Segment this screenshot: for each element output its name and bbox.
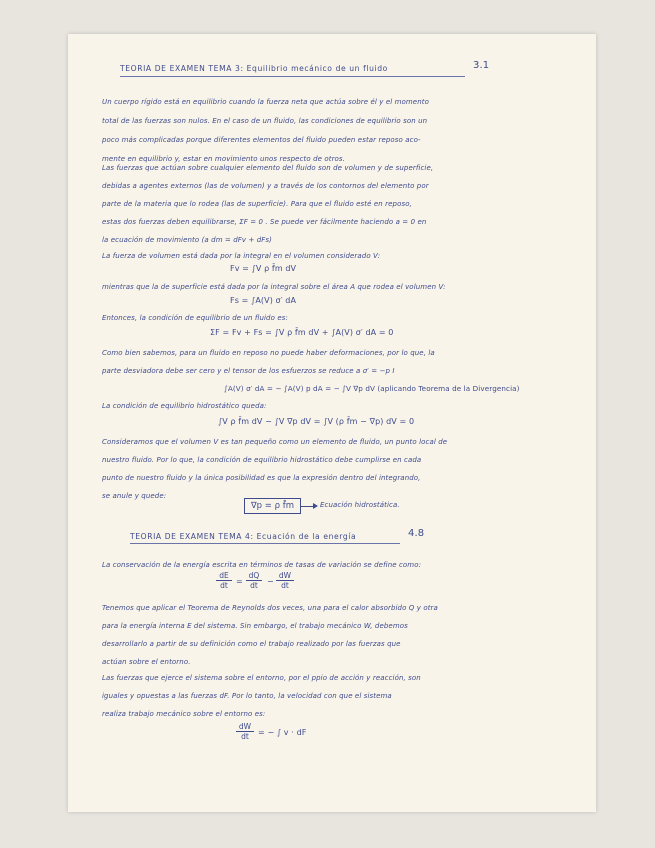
box-arrow	[300, 506, 314, 507]
energy-minus: −	[267, 577, 274, 586]
hydrostatic-equation-label: Ecuación hidrostática.	[320, 501, 400, 509]
frac-dE: dE	[216, 571, 232, 581]
s1-line-2: poco más complicadas porque diferentes elementos del fluido pueden estar reposo aco-	[102, 136, 421, 144]
frac-dW: dW	[276, 571, 294, 581]
s1-lines3-0: Consideramos que el volumen V es tan pequeño como un elemento de fluido, un punto local de	[102, 438, 448, 446]
s1-line-0: Un cuerpo rígido está en equilibrio cuando la fuerza neta que actúa sobre él y el momento	[102, 98, 429, 106]
section2-title: TEORIA DE EXAMEN TEMA 4: Ecuación de la energía	[130, 532, 357, 541]
s1-line-9: La fuerza de volumen está dada por la integral en el volumen considerado V:	[102, 252, 381, 260]
frac-dW-dt-work	[236, 722, 254, 741]
frac-dE-dt	[216, 571, 232, 590]
s1-line-3: mente en equilibrio y, estar en movimiento unos respecto de otros.	[102, 155, 346, 163]
s1-lines2-1: parte desviadora debe ser cero y el tensor de los esfuerzos se reduce a σ′ = −p I	[102, 367, 395, 375]
frac-dt-3: dt	[281, 581, 289, 590]
work-frac-dW: dW	[236, 722, 254, 732]
work-equation-rhs: = − ∫ v · dF	[258, 728, 307, 737]
s2-line-intro: La conservación de la energía escrita en términos de tasas de variación se define como:	[102, 561, 422, 569]
s1-line-fs-intro: mientras que la de superficie está dada por la integral sobre el área A que rodea el volumen V:	[102, 283, 446, 291]
notebook-page	[68, 34, 596, 812]
s2-line-0: Tenemos que aplicar el Teorema de Reynolds dos veces, una para el calor absorbido Q y otra	[102, 604, 438, 612]
s1-line-8: la ecuación de movimiento (a dm = dFv + dFs)	[102, 236, 273, 244]
section1-number: 3.1	[473, 60, 490, 71]
s2-line-5: iguales y opuestas a las fuerzas dF. Por lo tanto, la velocidad con que el sistema	[102, 692, 392, 700]
s1-line-cond: La condición de equilibrio hidrostático queda:	[102, 402, 267, 410]
section1-title-underline	[120, 76, 465, 77]
s1-line-4: Las fuerzas que actúan sobre cualquier elemento del fluido son de volumen y de superficie,	[102, 164, 434, 172]
box-arrowhead	[313, 503, 318, 509]
frac-dt-2: dt	[250, 581, 258, 590]
frac-dQ-dt	[246, 571, 262, 590]
equation-hidrostatic: ∫V ρ f̄m dV − ∫V ∇p dV = ∫V (ρ f̄m − ∇p) dV = 0	[218, 417, 415, 426]
s1-lines2-0: Como bien sabemos, para un fluido en reposo no puede haber deformaciones, por lo que, la	[102, 349, 435, 357]
s2-line-2: desarrollarlo a partir de su definición como el trabajo realizado por las fuerzas que	[102, 640, 401, 648]
s2-line-4: Las fuerzas que ejerce el sistema sobre el entorno, por el ppio de acción y reacción, son	[102, 674, 421, 682]
s1-lines3-3: se anule y quede:	[102, 492, 167, 500]
equation-fv: Fv = ∫V ρ f̄m dV	[230, 264, 297, 273]
hydrostatic-equation-box: ∇p = ρ f̄m	[244, 498, 301, 514]
s2-line-6: realiza trabajo mecánico sobre el entorno es:	[102, 710, 266, 718]
section2-number: 4.8	[408, 528, 425, 539]
s1-line-7: estas dos fuerzas deben equilibrarse, ΣF = 0 . Se puede ver fácilmente haciendo a = 0 en	[102, 218, 427, 226]
section2-title-underline	[130, 543, 400, 544]
energy-equals: =	[236, 577, 243, 586]
frac-dQ: dQ	[246, 571, 262, 581]
s1-line-5: debidas a agentes externos (las de volumen) y a través de los contornos del elemento por	[102, 182, 429, 190]
equation-fs: Fs = ∫A(V) σ′ dA	[230, 296, 297, 305]
frac-dW-dt	[276, 571, 294, 590]
s2-line-1: para la energía interna E del sistema. Sin embargo, el trabajo mecánico W, debemos	[102, 622, 408, 630]
s1-line-entonces: Entonces, la condición de equilibrio de un fluido es:	[102, 314, 288, 322]
work-frac-dt: dt	[241, 732, 249, 741]
s1-lines3-2: punto de nuestro fluido y la única posibilidad es que la expresión dentro del integrando,	[102, 474, 421, 482]
s1-lines3-1: nuestro fluido. Por lo que, la condición de equilibrio hidrostático debe cumplirse en cada	[102, 456, 422, 464]
equation-sum: ΣF = Fv + Fs = ∫V ρ f̄m dV + ∫A(V) σ′ dA = 0	[210, 328, 394, 337]
s1-line-6: parte de la materia que lo rodea (las de superficie). Para que el fluido esté en reposo,	[102, 200, 412, 208]
s2-line-3: actúan sobre el entorno.	[102, 658, 191, 666]
equation-divergence: ∫A(V) σ′ dA = − ∫A(V) p dA = − ∫V ∇p dV (aplicando Teorema de la Divergencia)	[224, 384, 520, 393]
frac-dt-1: dt	[220, 581, 228, 590]
s1-line-1: total de las fuerzas son nulos. En el caso de un fluido, las condiciones de equilibrio son un	[102, 117, 428, 125]
section1-title: TEORIA DE EXAMEN TEMA 3: Equilibrio mecánico de un fluido	[120, 64, 388, 73]
